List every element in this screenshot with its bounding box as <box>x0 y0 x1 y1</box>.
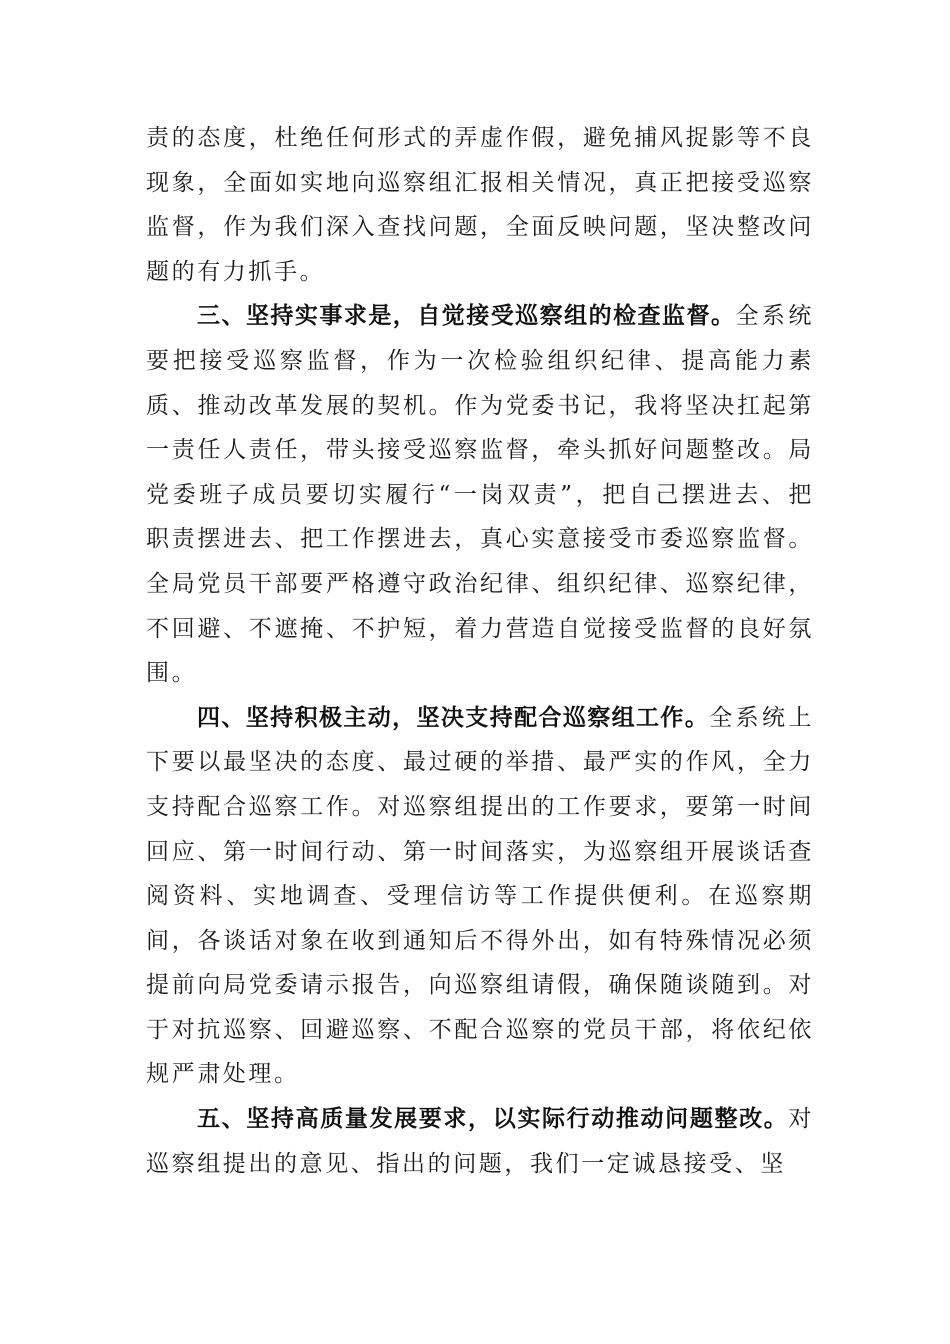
paragraph-section-three <box>146 294 814 695</box>
paragraph-text: 责的态度，杜绝任何形式的弄虚作假，避免捕风捉影等不良现象，全面如实地向巡察组汇报相关情况，真正把接受巡察监督，作为我们深入查找问题，全面反映问题，坚决整改问题的有力抓手。 <box>146 125 814 285</box>
paragraph-text: 全系统上下要以最坚决的态度、最过硬的举措、最严实的作风，全力支持配合巡察工作。对巡察组提出的工作要求，要第一时间回应、第一时间行动、第一时间落实，为巡察组开展谈话查阅资料、实地调查、受理信访等工作提供便利。在巡察期间，各谈话对象在收到通知后不得外出，如有特殊情况必须提前向局党委请示报告，向巡察组请假，确保随谈随到。对于对抗巡察、回避巡察、不配合巡察的党员干部，将依纪依规严肃处理。 <box>146 704 814 1088</box>
section-heading: 三、坚持实事求是，自觉接受巡察组的检查监督。 <box>197 303 736 330</box>
section-heading: 四、坚持积极主动，坚决支持配合巡察组工作。 <box>197 704 710 731</box>
paragraph-section-five <box>146 1097 814 1186</box>
document-body <box>146 116 814 1186</box>
section-heading: 五、坚持高质量发展要求，以实际行动推动问题整改。 <box>197 1106 789 1133</box>
paragraph-text: 全系统要把接受巡察监督，作为一次检验组织纪律、提高能力素质、推动改革发展的契机。作为党委书记，我将坚决扛起第一责任人责任，带头接受巡察监督，牵头抓好问题整改。局党委班子成员要切实履行“一岗双责”，把自己摆进去、把职责摆进去、把工作摆进去，真心实意接受市委巡察监督。全局党员干部要严格遵守政治纪律、组织纪律、巡察纪律，不回避、不遮掩、不护短，着力营造自觉接受监督的良好氛围。 <box>146 303 814 687</box>
paragraph-text: 对巡察组提出的意见、指出的问题，我们一定诚恳接受、坚 <box>146 1106 814 1177</box>
paragraph-section-four <box>146 696 814 1097</box>
paragraph-continued <box>146 116 814 294</box>
